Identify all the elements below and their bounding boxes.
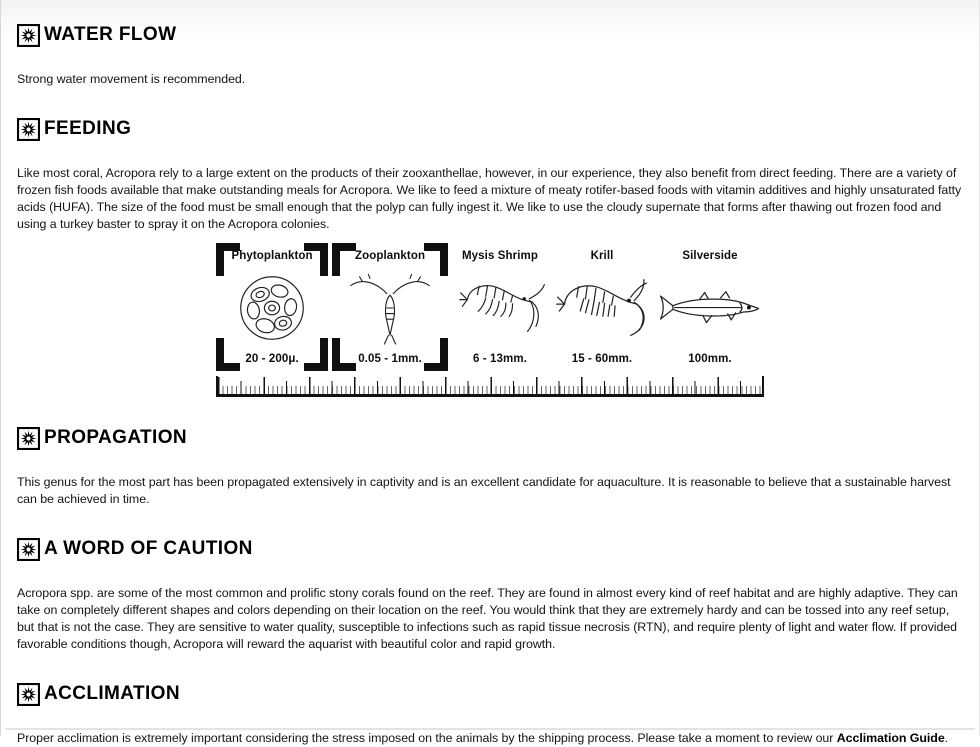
water-flow-heading [17,24,963,47]
coral-sunburst-icon [17,538,40,561]
propagation-heading [17,427,963,450]
food-size: 100mm. [688,353,732,365]
zooplankton-illustration [334,267,446,349]
food-size: 15 - 60mm. [571,353,633,365]
food-columns [216,243,764,371]
section-title: WATER FLOW [44,24,177,46]
section-water-flow [17,24,963,88]
frame-corner [304,338,328,371]
food-item-mysis-shrimp [452,243,548,371]
food-size: 0.05 - 1mm. [358,353,422,365]
acclimation-text [17,730,963,747]
section-feeding [17,118,963,233]
section-title: ACCLIMATION [44,683,180,705]
bottom-divider [5,728,975,730]
food-size: 20 - 200μ. [245,353,299,365]
size-ruler [216,376,764,397]
section-caution [17,538,963,653]
food-item-silverside [656,243,764,371]
food-name: Silverside [682,250,738,262]
acclimation-text-suffix: . [944,731,949,745]
food-name: Zooplankton [355,250,426,262]
ruler-major-ticks [218,377,762,394]
acclimation-text-prefix: Proper acclimation is extremely important considering the stress imposed on the animals by the shipping process. Please take a moment to review our [17,731,837,745]
food-name: Phytoplankton [231,250,313,262]
food-item-phytoplankton [216,243,328,371]
coral-sunburst-icon [17,118,40,141]
food-name: Mysis Shrimp [462,250,538,262]
frame-corner [424,243,448,276]
food-size: 6 - 13mm. [473,353,527,365]
frame-corner [332,243,356,276]
frame-corner [216,243,240,276]
feeding-text: Like most coral, Acropora rely to a large extent on the products of their zooxanthellae, however, in our experience, they also benefit from direct feeding. There are a variety of frozen fish foods available that make outstanding meals for Acropora. We like to feed a mixture of meaty rotifer-based foods with vitamin additives and highly unsaturated fatty acids (HUFA). The size of the food must be small enough that the polyp can fully ingest it. We like to use the cloudy supernate that forms after thawing out frozen food and using a turkey baster to spray it on the Acropora colonies. [17,166,962,231]
phytoplankton-illustration [218,267,326,349]
coral-sunburst-icon [17,24,40,47]
krill-illustration [554,267,650,349]
frame-corner [304,243,328,276]
food-item-krill [552,243,652,371]
propagation-text: This genus for the most part has been propagated extensively in captivity and is an excellent candidate for aquaculture. It is reasonable to believe that a sustainable harvest can be achieved in time. [17,475,951,506]
section-title: FEEDING [44,118,132,140]
acclimation-guide-link[interactable]: Acclimation Guide [836,731,945,745]
section-acclimation [17,683,963,747]
food-item-zooplankton [332,243,448,371]
mysis-shrimp-illustration [454,267,546,349]
caution-text: Acropora spp. are some of the most common and prolific stony corals found on the reef. They are found in almost every kind of reef habitat and are highly adaptive. They can take on completely different shapes and colors depending on their location on the reef. You would think that they are extremely hardy and can be tossed into any reef setup, but that is not the case. They are sensitive to water quality, susceptible to infections such as rapid tissue necrosis (RTN), and require plenty of light and water flow. If provided favorable conditions though, Acropora will reward the aquarist with beautiful color and rapid growth. [17,586,958,651]
frame-corner [332,338,356,371]
coral-sunburst-icon [17,683,40,706]
coral-sunburst-icon [17,427,40,450]
frame-corner [216,338,240,371]
caution-heading [17,538,963,561]
frame-corner [424,338,448,371]
section-title: PROPAGATION [44,427,188,449]
section-propagation [17,427,963,508]
food-size-diagram [216,243,764,397]
food-name: Krill [590,250,614,262]
section-title: A WORD OF CAUTION [44,538,253,560]
silverside-illustration [658,267,762,349]
water-flow-text: Strong water movement is recommended. [17,72,246,86]
acclimation-heading [17,683,963,706]
feeding-heading [17,118,963,141]
